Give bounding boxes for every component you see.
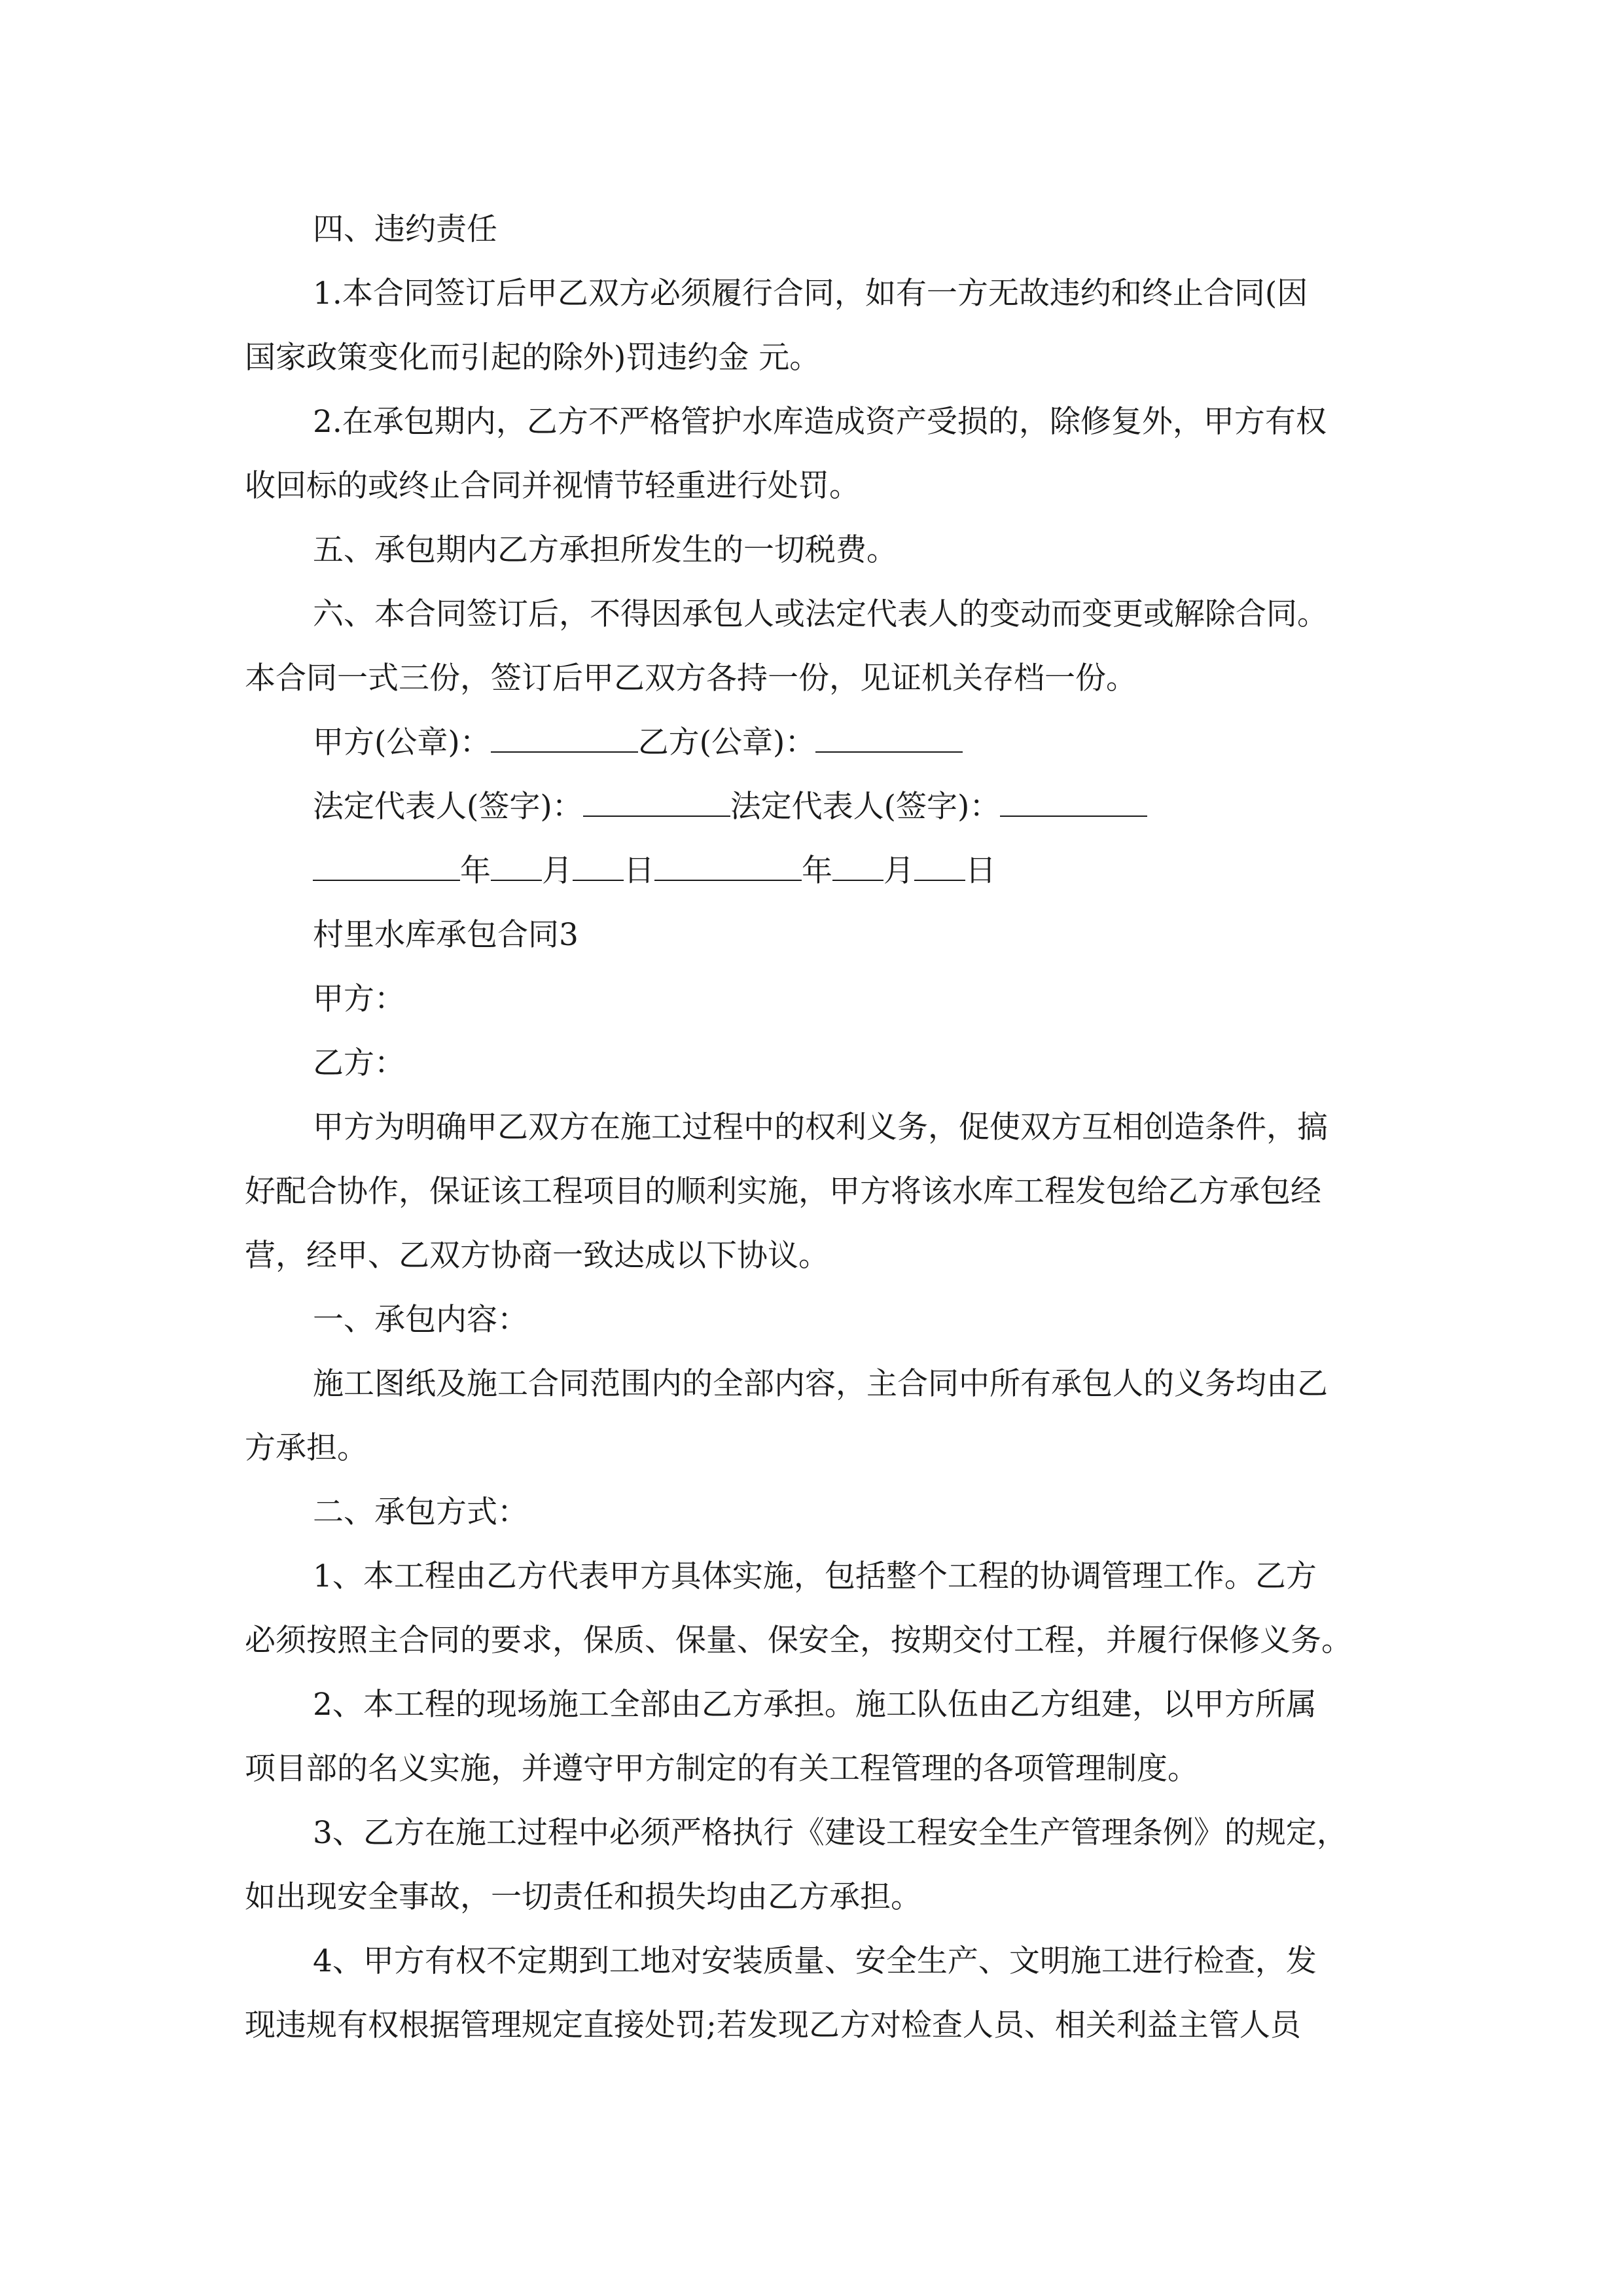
party-b-seal-blank[interactable] — [815, 725, 963, 753]
contract-title: 村里水库承包合同3 — [313, 917, 579, 953]
paragraph-line: 六、本合同签订后，不得因承包人或法定代表人的变动而变更或解除合同。 — [313, 596, 1328, 632]
month-label: 月 — [883, 853, 914, 889]
paragraph-line: 好配合协作，保证该工程项目的顺利实施，甲方将该水库工程发包给乙方承包经 — [245, 1174, 1321, 1210]
date-a-day-blank[interactable] — [573, 853, 624, 881]
month-label: 月 — [542, 853, 573, 889]
paragraph-line: 甲方为明确甲乙双方在施工过程中的权利义务，促使双方互相创造条件，搞 — [313, 1109, 1328, 1145]
paragraph-line: 如出现安全事故，一切责任和损失均由乙方承担。 — [245, 1879, 921, 1915]
signature-rep-line — [245, 775, 1390, 839]
party-b-line: 乙方： — [313, 1045, 405, 1081]
paragraph-line: 本合同一式三份，签订后甲乙双方各持一份，见证机关存档一份。 — [245, 660, 1137, 696]
year-label: 年 — [460, 853, 491, 889]
date-a-month-blank[interactable] — [491, 853, 542, 881]
day-label: 日 — [965, 853, 996, 889]
party-b-seal-label: 乙方(公章)： — [637, 725, 816, 761]
paragraph-line: 营，经甲、乙双方协商一致达成以下协议。 — [245, 1238, 829, 1274]
paragraph-line: 收回标的或终止合同并视情节轻重进行处罚。 — [245, 468, 860, 504]
date-b-month-blank[interactable] — [832, 853, 883, 881]
section-heading-breach: 四、违约责任 — [313, 211, 497, 247]
section-heading-taxes: 五、承包期内乙方承担所发生的一切税费。 — [313, 532, 897, 568]
paragraph-line: 2、本工程的现场施工全部由乙方承担。施工队伍由乙方组建，以甲方所属 — [313, 1687, 1317, 1723]
paragraph-line: 1、本工程由乙方代表甲方具体实施，包括整个工程的协调管理工作。乙方 — [313, 1558, 1317, 1594]
rep-b-blank[interactable] — [1000, 789, 1147, 817]
party-a-line: 甲方： — [313, 981, 405, 1017]
date-a-year-blank[interactable] — [313, 853, 460, 881]
date-b-day-blank[interactable] — [914, 853, 965, 881]
signature-seal-line — [245, 711, 1390, 775]
rep-a-blank[interactable] — [583, 789, 730, 817]
section-heading-scope: 一、承包内容： — [313, 1302, 528, 1338]
paragraph-line: 1.本合同签订后甲乙双方必须履行合同，如有一方无故违约和终止合同(因 — [313, 276, 1308, 312]
paragraph-line: 国家政策变化而引起的除外)罚违约金 元。 — [245, 340, 821, 376]
paragraph-line: 3、乙方在施工过程中必须严格执行《建设工程安全生产管理条例》的规定， — [313, 1815, 1347, 1851]
paragraph-line: 2.在承包期内，乙方不严格管护水库造成资产受损的，除修复外，甲方有权 — [313, 404, 1327, 440]
year-label: 年 — [802, 853, 832, 889]
paragraph-line: 方承担。 — [245, 1430, 368, 1466]
section-heading-method: 二、承包方式： — [313, 1494, 528, 1530]
party-a-seal-blank[interactable] — [491, 725, 638, 753]
paragraph-line: 施工图纸及施工合同范围内的全部内容，主合同中所有承包人的义务均由乙 — [313, 1366, 1328, 1402]
paragraph-line: 现违规有权根据管理规定直接处罚;若发现乙方对检查人员、相关利益主管人员 — [245, 2007, 1301, 2043]
day-label: 日 — [624, 853, 654, 889]
rep-a-label: 法定代表人(签字)： — [313, 789, 583, 825]
paragraph-line: 必须按照主合同的要求，保质、保量、保安全，按期交付工程，并履行保修义务。 — [245, 1623, 1352, 1659]
party-a-seal-label: 甲方(公章)： — [313, 725, 491, 761]
date-b-year-blank[interactable] — [654, 853, 802, 881]
paragraph-line: 项目部的名义实施，并遵守甲方制定的有关工程管理的各项管理制度。 — [245, 1751, 1198, 1787]
signature-date-line — [245, 839, 1390, 903]
rep-b-label: 法定代表人(签字)： — [730, 789, 1001, 825]
paragraph-line: 4、甲方有权不定期到工地对安装质量、安全生产、文明施工进行检查，发 — [313, 1943, 1317, 1979]
document-body — [245, 198, 1390, 2058]
